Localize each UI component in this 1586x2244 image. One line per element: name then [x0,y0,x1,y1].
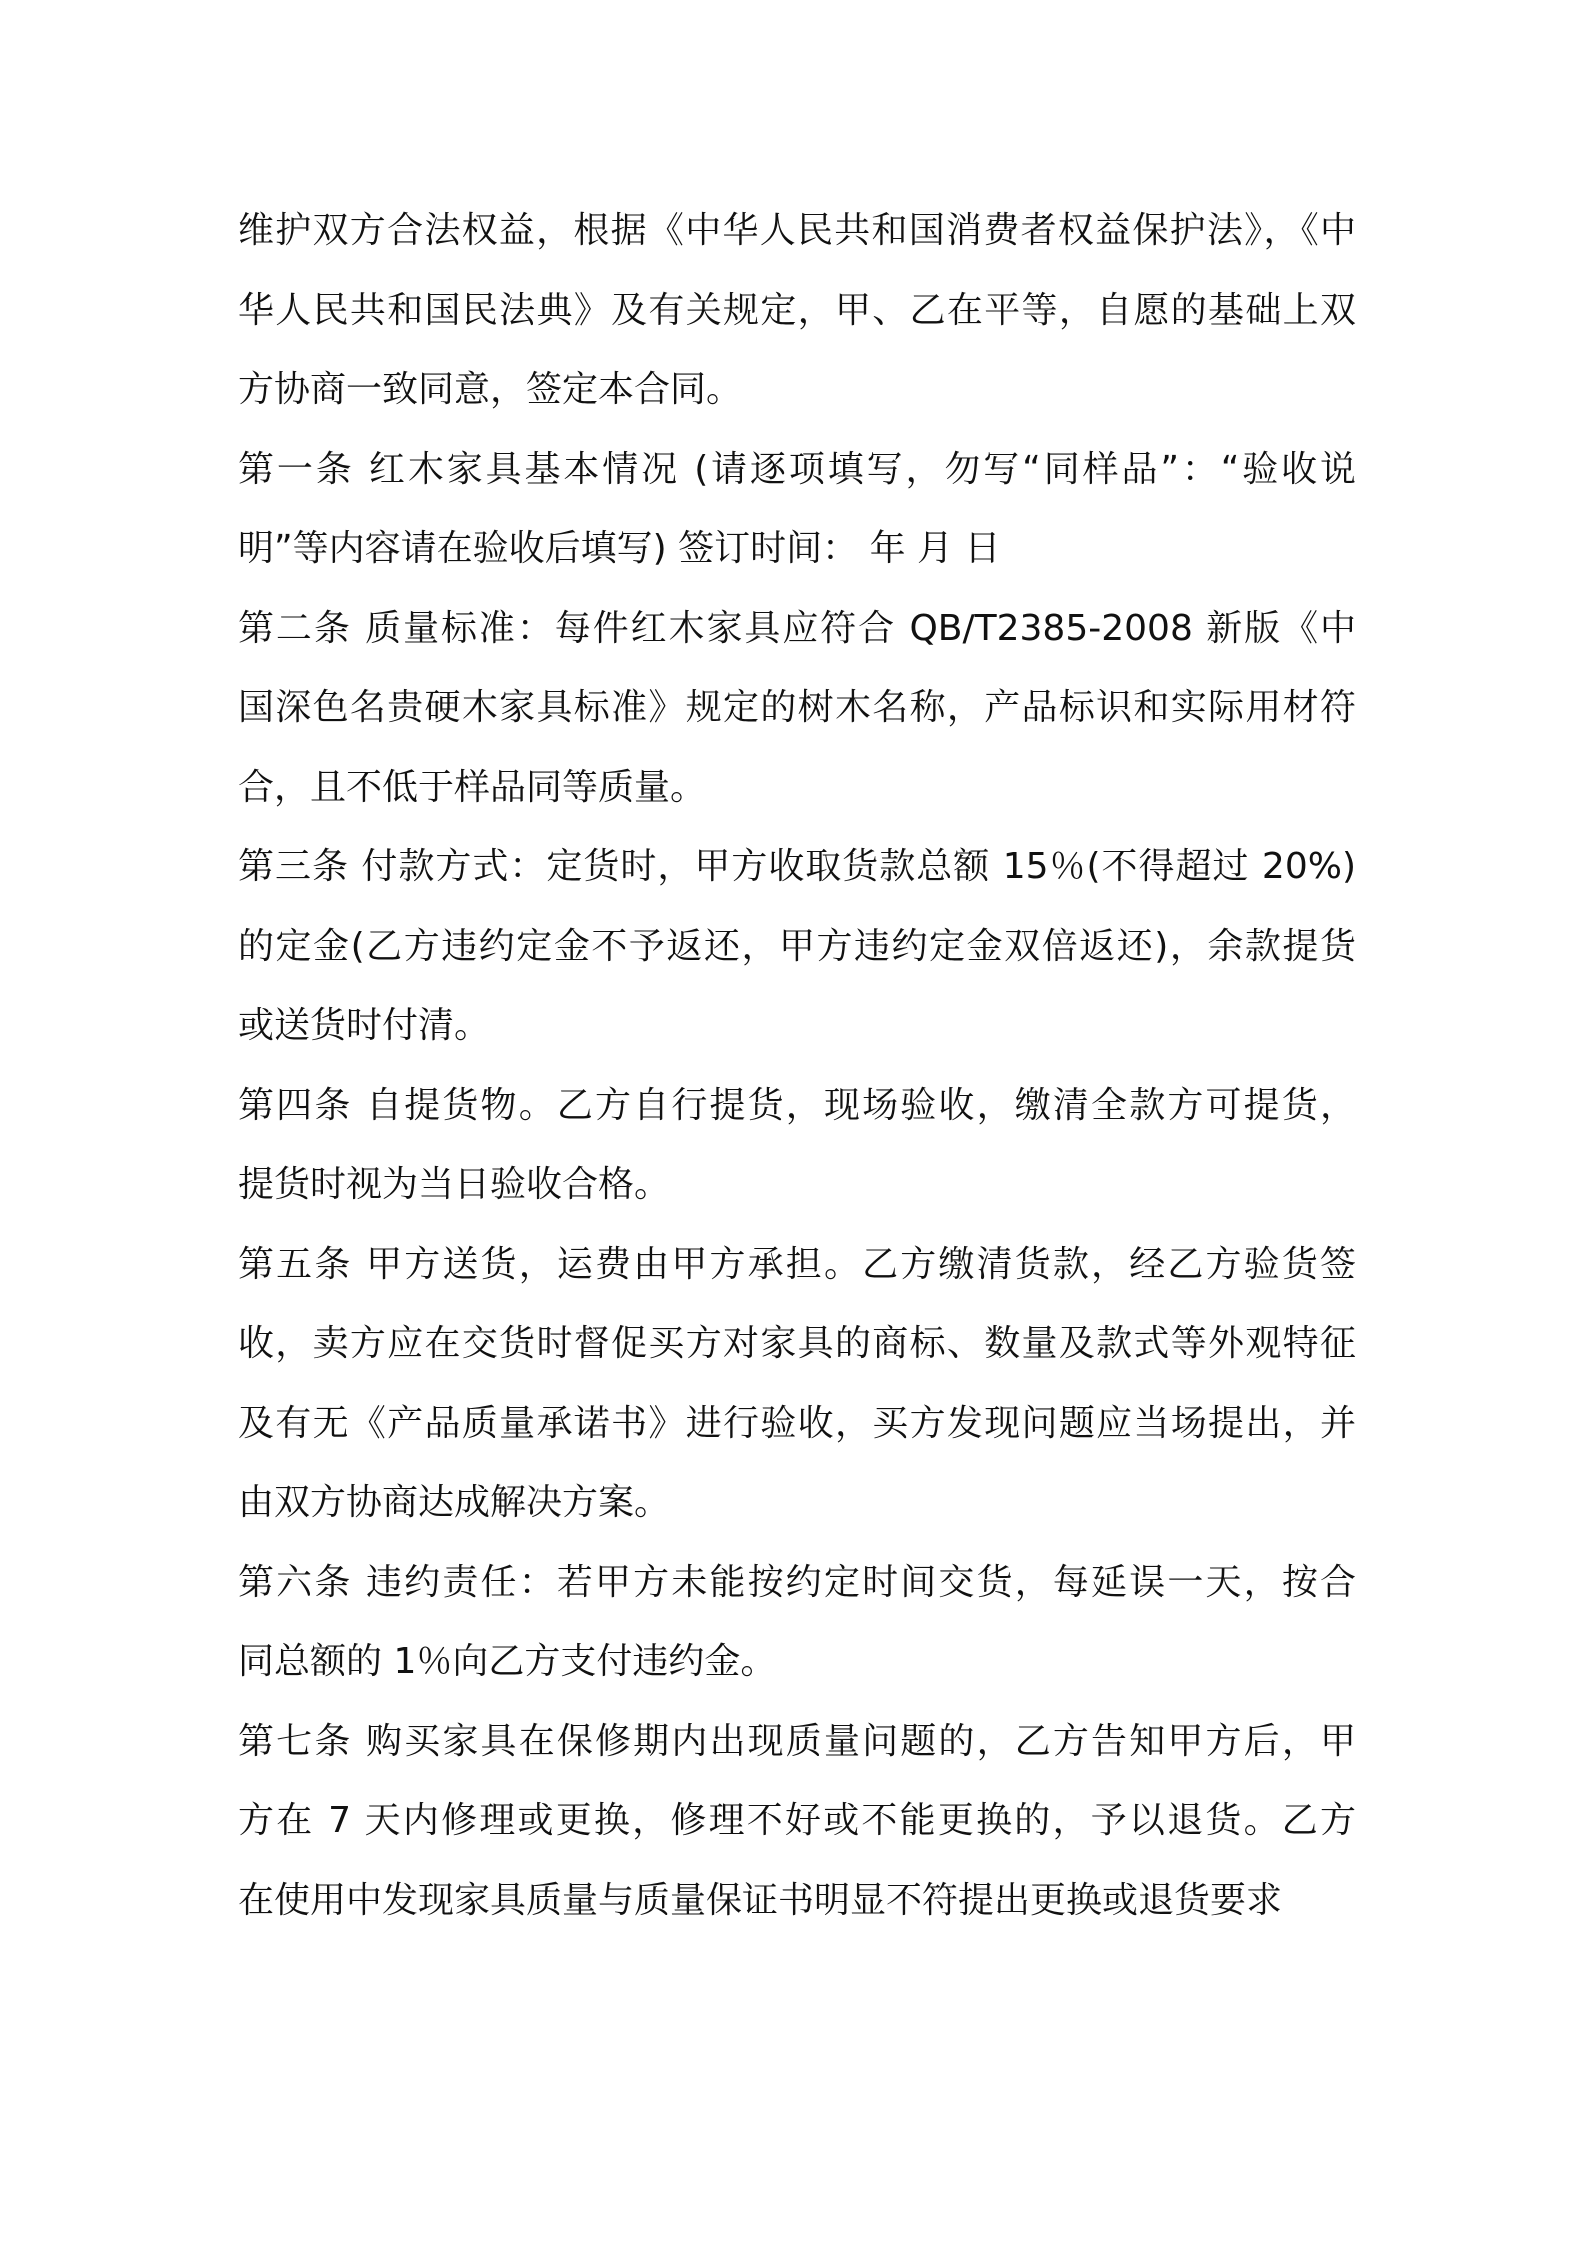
contract-page [238,191,1356,1940]
article-1-heading: 第一条 红木家具基本情况 (请逐项填写，勿写“同样品”：“验收说 [238,448,1356,490]
article-3-heading: 第三条 付款方式：定货时，甲方收取货款总额 15％(不得超过 20%) [238,846,1356,887]
text-line: 或送货时付清。 [238,1005,491,1046]
text-line: 方协商一致同意，签定本合同。 [238,369,743,410]
text-line: 提货时视为当日验收合格。 [238,1164,671,1205]
text-line: 由双方协商达成解决方案。 [238,1482,671,1523]
article-7-heading: 第七条 购买家具在保修期内出现质量问题的，乙方告知甲方后，甲 [238,1720,1356,1762]
article-5-heading: 第五条 甲方送货，运费由甲方承担。乙方缴清货款，经乙方验货签 [238,1243,1356,1285]
text-line: 及有无《产品质量承诺书》进行验收，买方发现问题应当场提出，并 [238,1402,1356,1444]
text-line: 华人民共和国民法典》及有关规定，甲、乙在平等，自愿的基础上双 [238,289,1356,331]
text-line: 的定金(乙方违约定金不予返还，甲方违约定金双倍返还)，余款提货 [238,925,1356,967]
text-line: 在使用中发现家具质量与质量保证书明显不符提出更换或退货要求 [238,1879,1283,1921]
article-4-heading: 第四条 自提货物。乙方自行提货，现场验收，缴清全款方可提货， [238,1084,1356,1126]
text-line: 明”等内容请在验收后填写) 签订时间： 年 月 日 [238,528,1001,569]
article-6-heading: 第六条 违约责任：若甲方未能按约定时间交货，每延误一天，按合 [238,1561,1356,1603]
text-line: 国深色名贵硬木家具标准》规定的树木名称，产品标识和实际用材符 [238,687,1356,728]
text-line: 维护双方合法权益，根据《中华人民共和国消费者权益保护法》，《中 [238,210,1356,251]
article-2-heading: 第二条 质量标准：每件红木家具应符合 QB/T2385-2008 新版《中 [238,607,1356,649]
text-line: 方在 7 天内修理或更换，修理不好或不能更换的，予以退货。乙方 [238,1800,1356,1841]
text-line: 合，且不低于样品同等质量。 [238,766,707,808]
text-line: 同总额的 1％向乙方支付违约金。 [238,1641,777,1682]
text-line: 收，卖方应在交货时督促买方对家具的商标、数量及款式等外观特征 [238,1323,1356,1364]
